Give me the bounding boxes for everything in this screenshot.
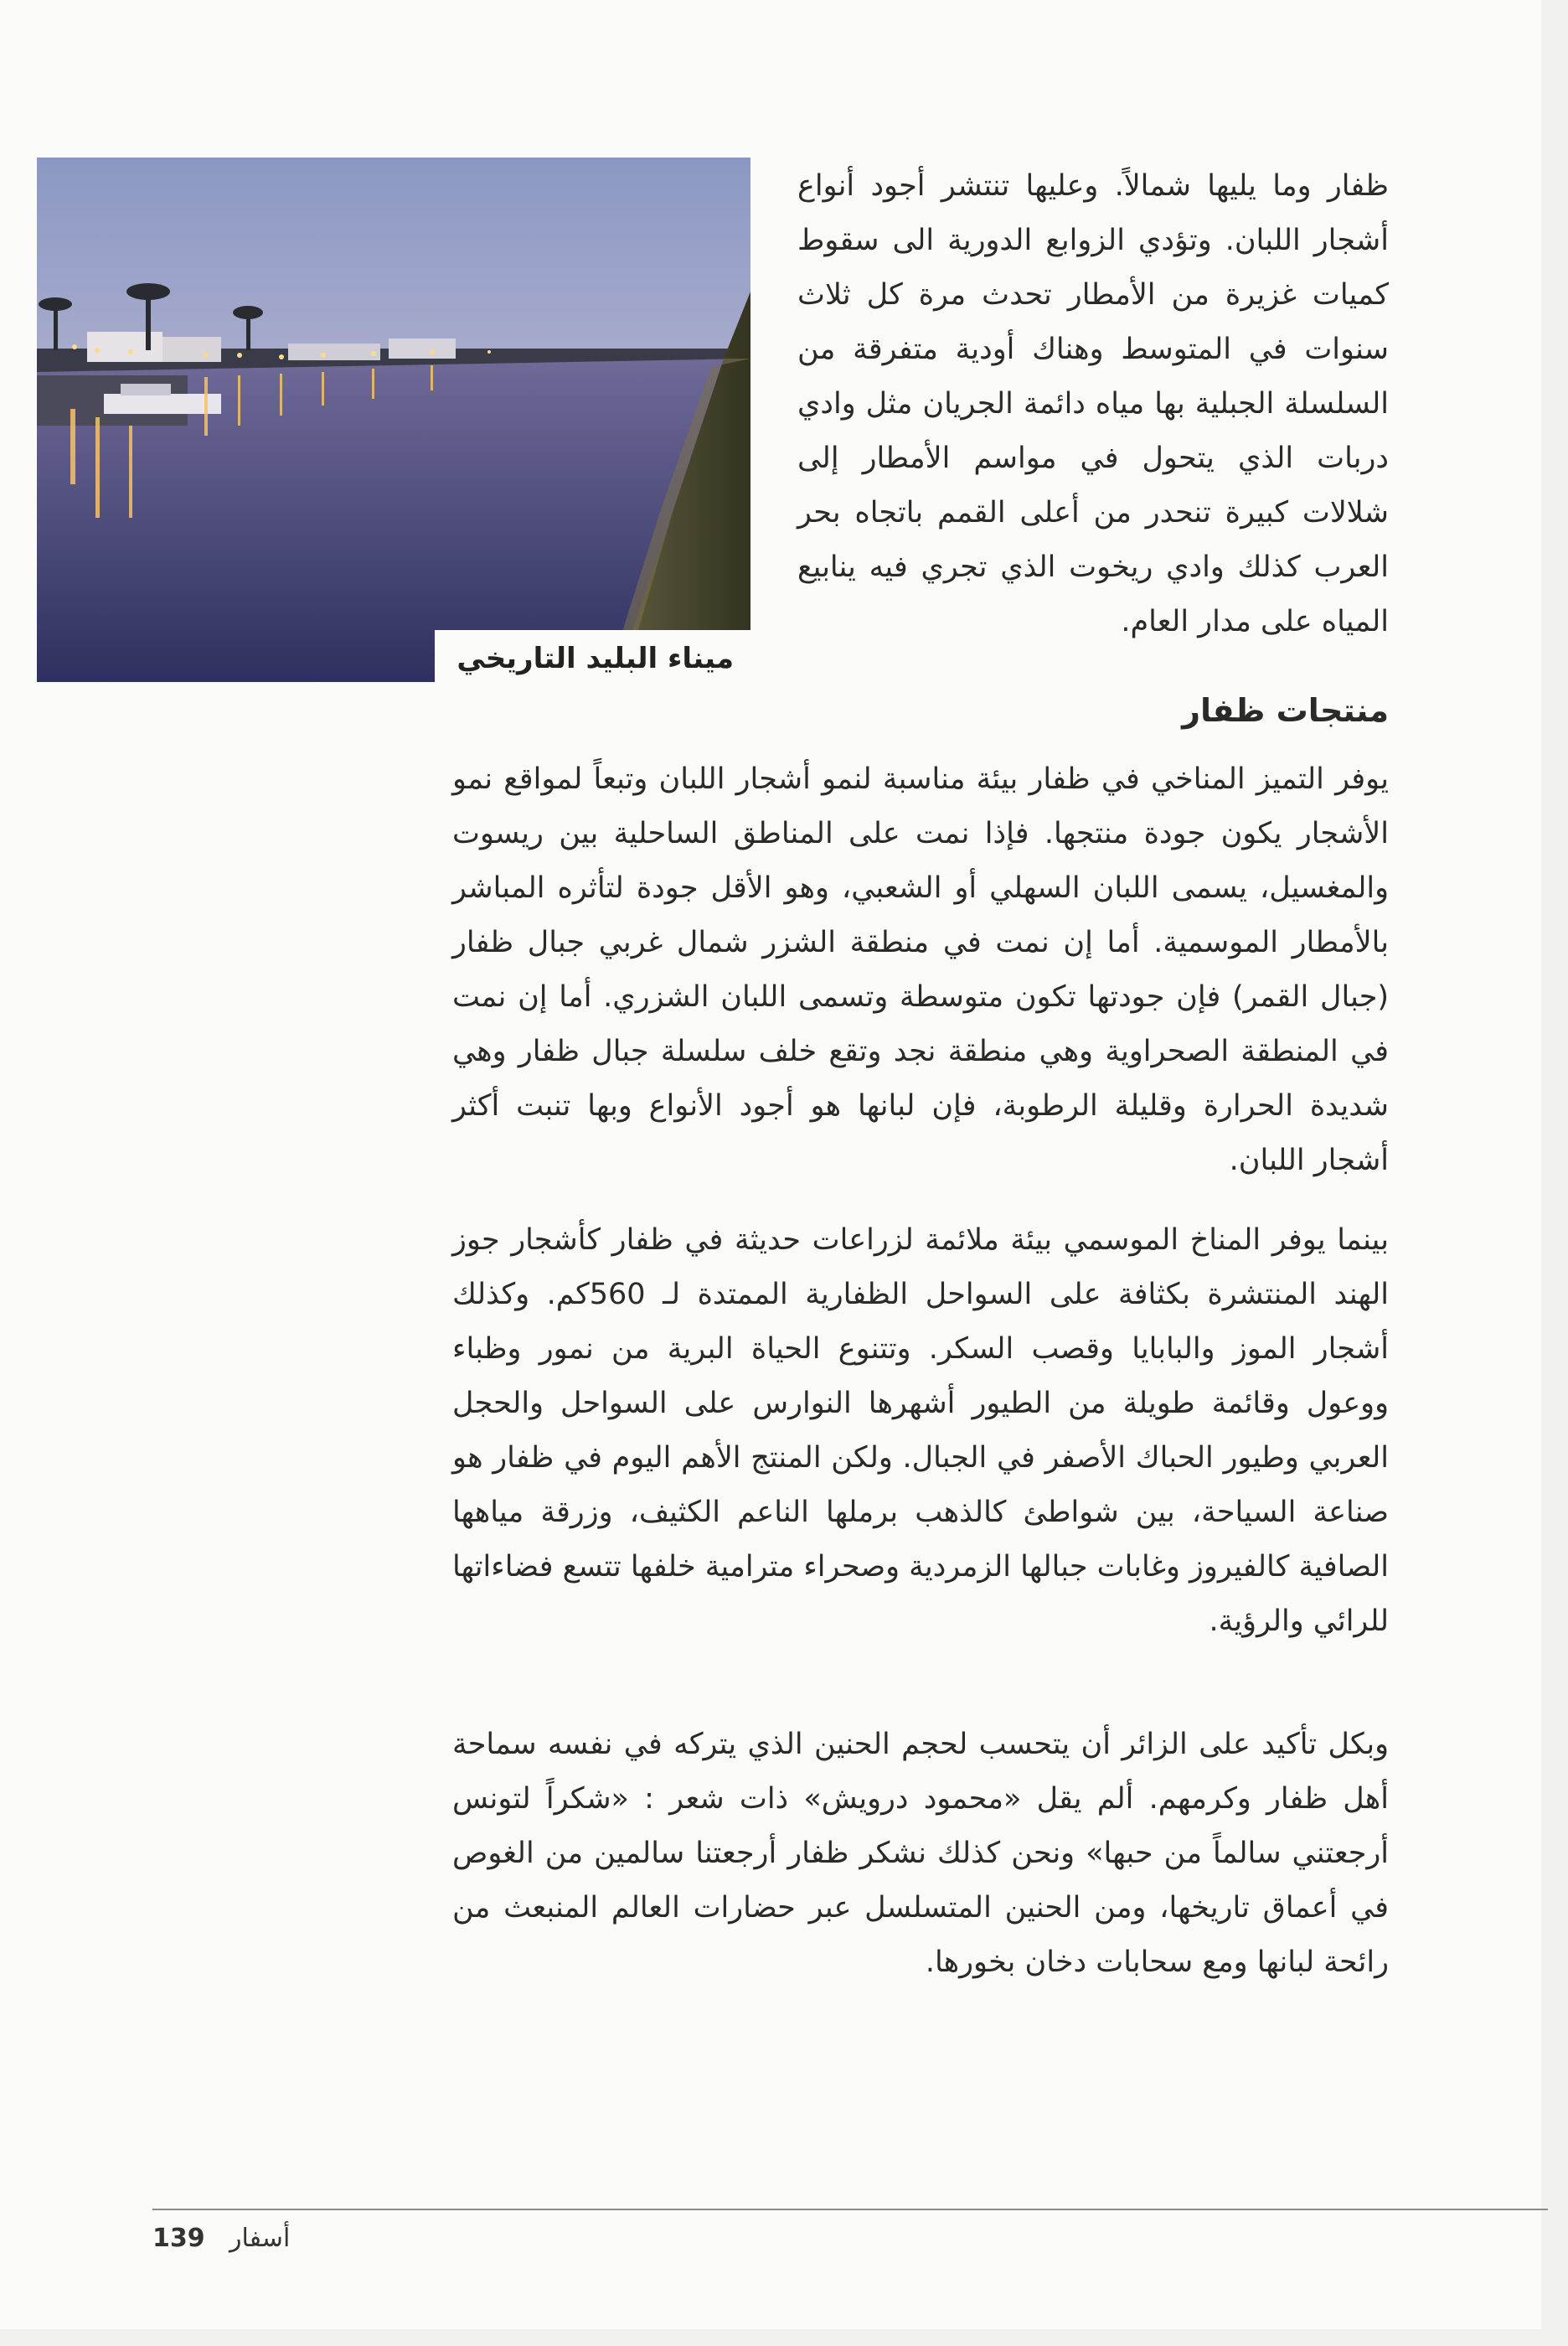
- photo-caption: ميناء البليد التاريخي: [435, 630, 750, 682]
- section-heading: منتجات ظفار: [1182, 692, 1389, 729]
- body-paragraph-2: بينما يوفر المناخ الموسمي بيئة ملائمة لزراعات حديثة في ظفار كأشجار جوز الهند المنتشرة بكثافة على السواحل الظفارية الممتدة لـ 560كم. وكذلك أشجار الموز والبابايا وقصب السكر. وتتنوع الحياة البرية من نمور وظباء ووعول وقائمة طويلة من الطيور أشهرها النوارس على السواحل والحجل العربي وطيور الحباك الأصفر في الجبال. ولكن المنتج الأهم اليوم في ظفار هو صناعة السياحة، بين شواطئ كالذهب برملها الناعم الكثيف، وزرقة مياهها الصافية كالفيروز وغابات جبالها الزمردية وصحراء مترامية خلفها تتسع فضاءاتها للرائي والرؤية.: [452, 1223, 1389, 1638]
- harbor-dusk-image: [37, 158, 750, 682]
- footer-divider: [152, 2209, 1548, 2210]
- harbor-photo: [37, 158, 750, 682]
- page-number: 139: [152, 2224, 205, 2253]
- intro-paragraph: ظفار وما يليها شمالاً. وعليها تنتشر أجود أنواع أشجار اللبان. وتؤدي الزوابع الدورية الى سقوط كميات غزيرة من الأمطار تحدث مرة كل ثلاث سنوات في المتوسط وهناك أودية متفرقة من السلسلة الجبلية بها مياه دائمة الجريان مثل وادي دربات الذي يتحول في مواسم الأمطار إلى شلالات كبيرة تنحدر من أعلى القمم باتجاه بحر العرب كذلك وادي ريخوت الذي تجري فيه ينابيع المياه على مدار العام.: [797, 169, 1389, 638]
- body-paragraph-1: يوفر التميز المناخي في ظفار بيئة مناسبة لنمو أشجار اللبان وتبعاً لمواقع نمو الأشجار يكون جودة منتجها. فإذا نمت على المناطق الساحلية بين ريسوت والمغسيل، يسمى اللبان السهلي أو الشعبي، وهو الأقل جودة لتأثره المباشر بالأمطار الموسمية. أما إن نمت في منطقة الشزر شمال غربي جبال ظفار (جبال القمر) فإن جودتها تكون متوسطة وتسمى اللبان الشزري. أما إن نمت في المنطقة الصحراوية وهي منطقة نجد وتقع خلف سلسلة جبال ظفار وهي شديدة الحرارة وقليلة الرطوبة، فإن لبانها هو أجود الأنواع وبها تنبت أكثر أشجار اللبان.: [452, 762, 1389, 1177]
- body-paragraph-3: وبكل تأكيد على الزائر أن يتحسب لحجم الحنين الذي يتركه في نفسه سماحة أهل ظفار وكرمهم. ألم يقل «محمود درويش» ذات شعر : «شكراً لتونس أرجعتني سالماً من حبها» ونحن كذلك نشكر ظفار أرجعتنا سالمين من الغوص في أعماق تاريخها، ومن الحنين المتسلسل عبر حضارات العالم المنبعث من رائحة لبانها ومع سحابات دخان بخورها.: [452, 1728, 1389, 1979]
- magazine-name: أسفار: [230, 2224, 291, 2253]
